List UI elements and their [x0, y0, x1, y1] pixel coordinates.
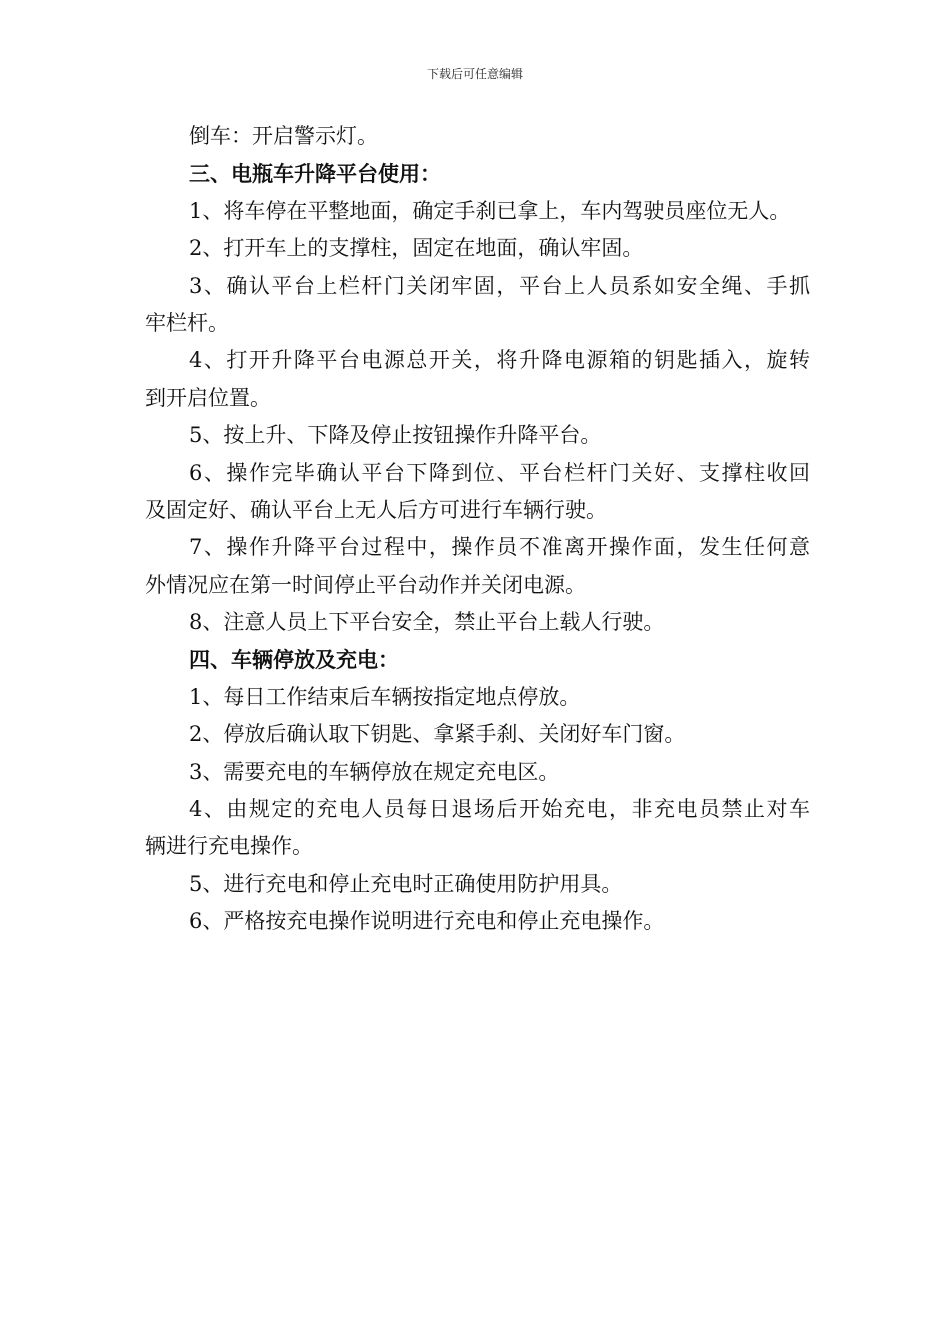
document-body [145, 118, 810, 941]
text-line: 及固定好、确认平台上无人后方可进行车辆行驶。 [145, 497, 607, 522]
page-header: 下载后可任意编辑 [426, 67, 523, 81]
text-line: 2、停放后确认取下钥匙、拿紧手刹、关闭好车门窗。 [189, 722, 686, 747]
text-line: 辆进行充电操作。 [145, 834, 313, 859]
text-line: 牢栏杆。 [145, 310, 229, 335]
section-heading: 四、车辆停放及充电： [189, 647, 399, 673]
text-line: 4、由规定的充电人员每日退场后开始充电，非充电员禁止对车 [189, 797, 810, 822]
text-line: 外情况应在第一时间停止平台动作并关闭电源。 [145, 572, 586, 597]
text-line: 6、严格按充电操作说明进行充电和停止充电操作。 [189, 909, 665, 934]
text-line: 1、将车停在平整地面，确定手刹已拿上，车内驾驶员座位无人。 [189, 198, 791, 223]
text-line: 5、进行充电和停止充电时正确使用防护用具。 [189, 871, 623, 896]
text-line: 2、打开车上的支撑柱，固定在地面，确认牢固。 [189, 236, 644, 261]
text-line: 7、操作升降平台过程中，操作员不准离开操作面，发生任何意 [189, 535, 810, 560]
text-line: 8、注意人员上下平台安全，禁止平台上载人行驶。 [189, 610, 665, 635]
text-line: 3、确认平台上栏杆门关闭牢固，平台上人员系如安全绳、手抓 [189, 273, 810, 298]
text-line: 3、需要充电的车辆停放在规定充电区。 [189, 759, 560, 784]
text-line: 到开启位置。 [145, 385, 271, 410]
text-line: 5、按上升、下降及停止按钮操作升降平台。 [189, 423, 602, 448]
text-line: 4、打开升降平台电源总开关，将升降电源箱的钥匙插入，旋转 [189, 348, 810, 373]
section-heading: 三、电瓶车升降平台使用： [189, 161, 441, 187]
text-line: 6、操作完毕确认平台下降到位、平台栏杆门关好、支撑柱收回 [189, 460, 810, 485]
text-line: 1、每日工作结束后车辆按指定地点停放。 [189, 684, 581, 709]
text-line: 倒车：开启警示灯。 [189, 124, 378, 148]
